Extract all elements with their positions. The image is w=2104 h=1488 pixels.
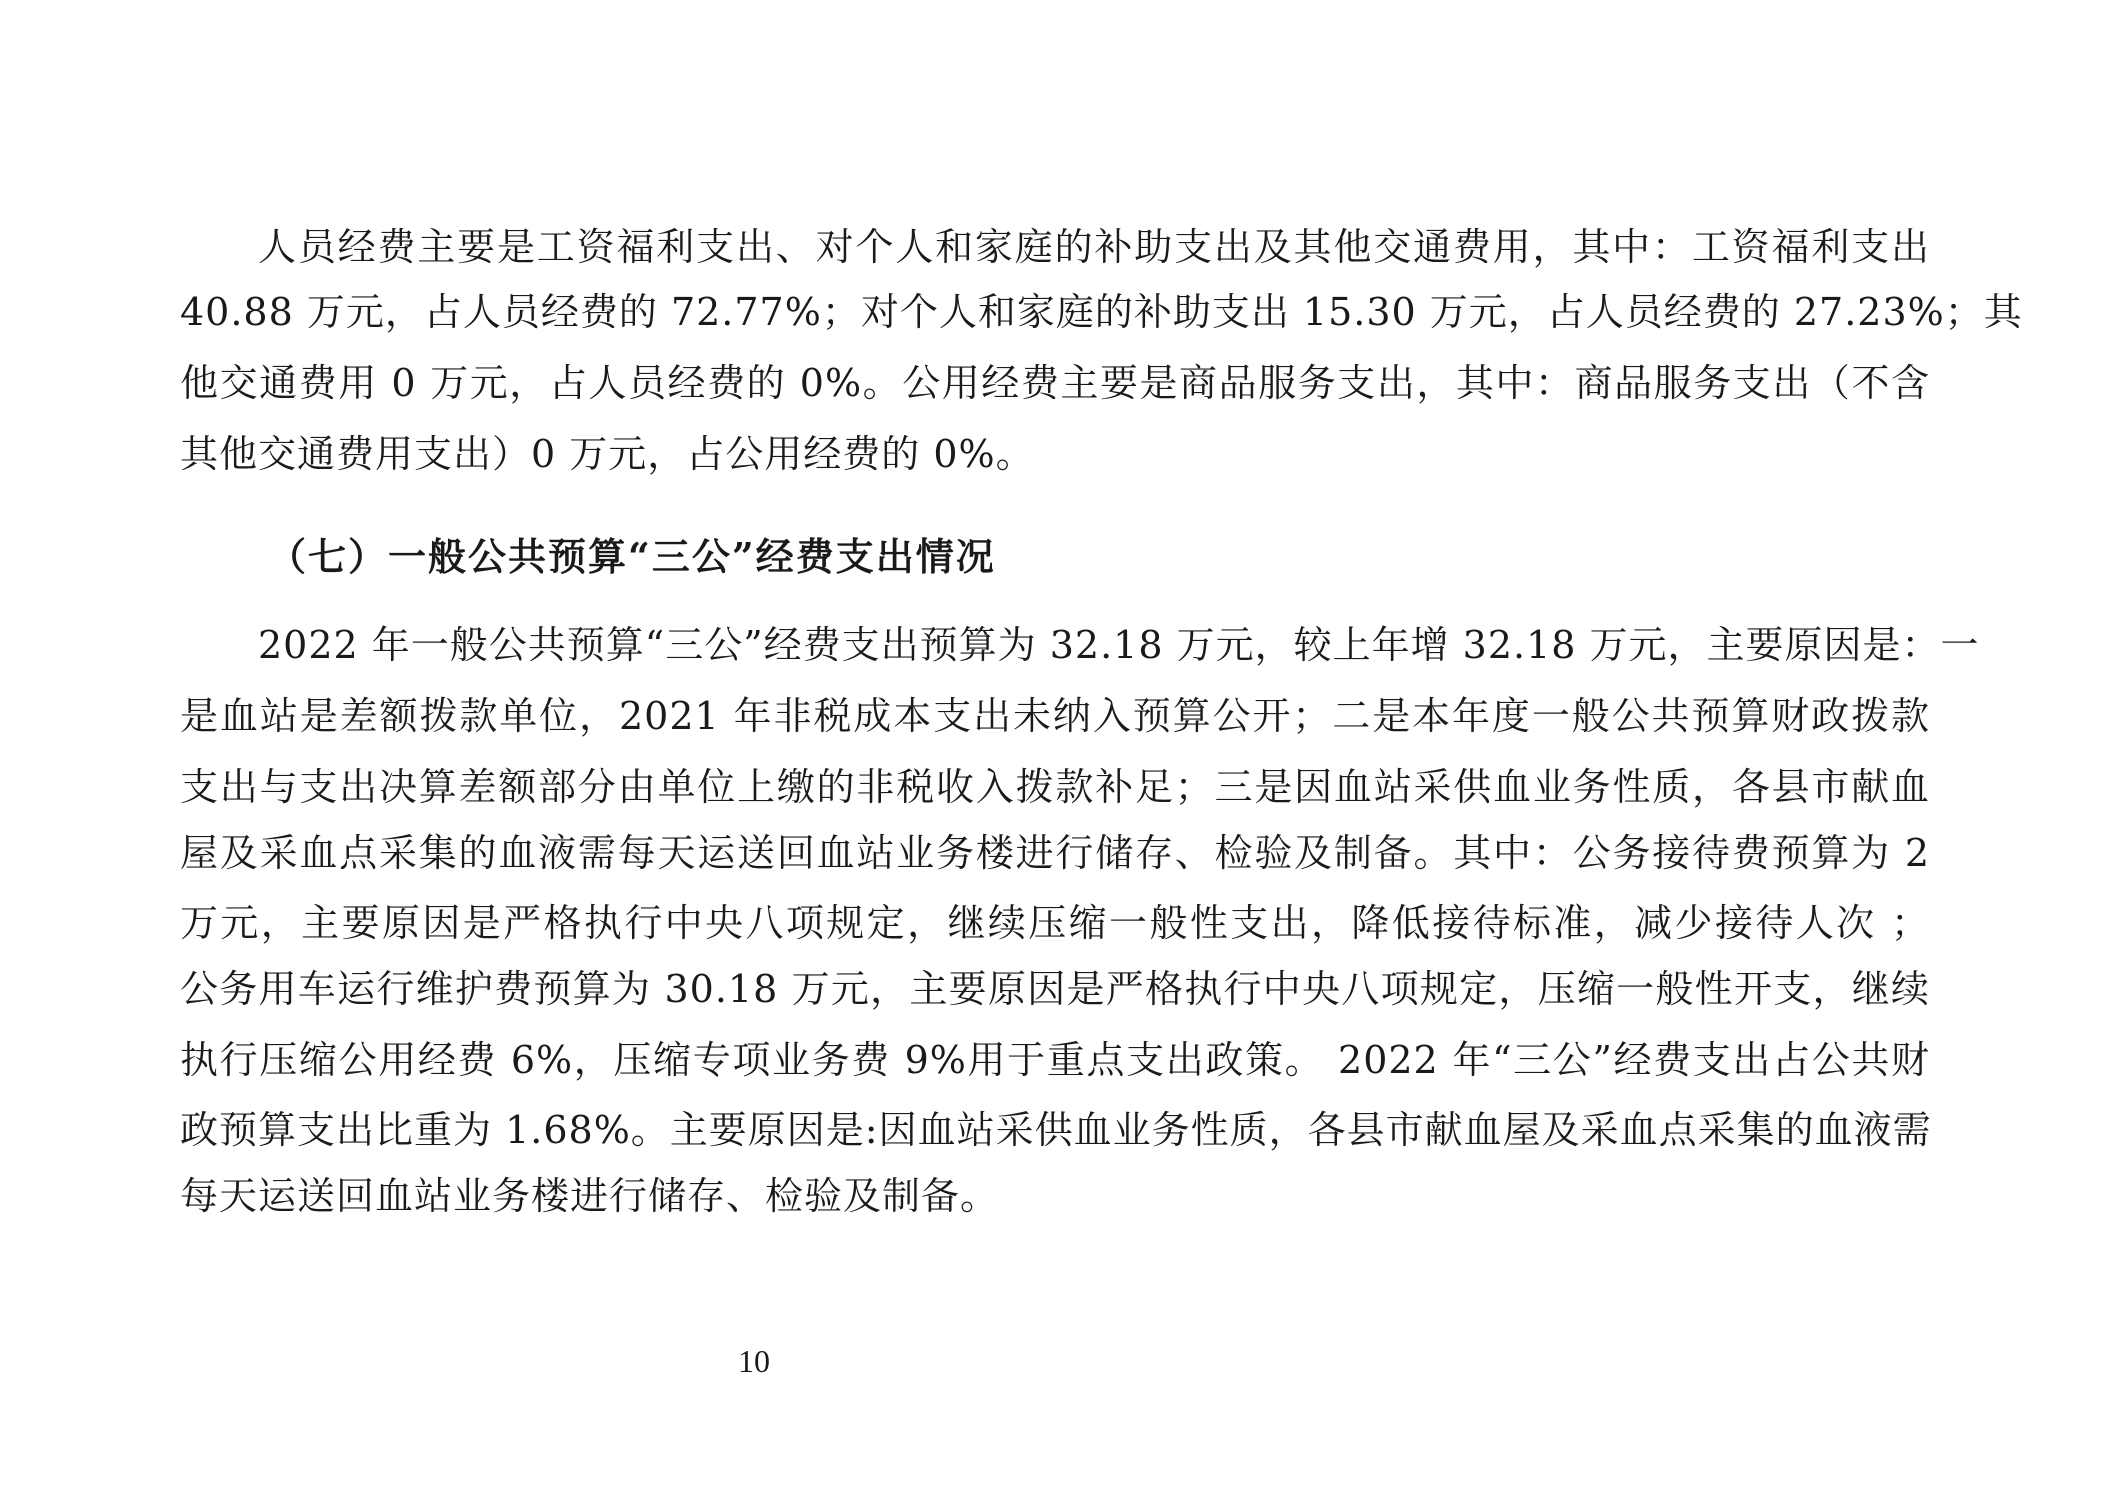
paragraph-2-line-9: 每天运送回血站业务楼进行储存、检验及制备。 [180, 1174, 1000, 1218]
paragraph-1-line-3: 他交通费用 0 万元，占人员经费的 0%。公用经费主要是商品服务支出，其中：商品服务支出（不含 [180, 361, 1930, 405]
paragraph-2-line-4: 屋及采血点采集的血液需每天运送回血站业务楼进行储存、检验及制备。其中：公务接待费预算为 2 [180, 831, 1930, 875]
paragraph-2-line-5: 万元，主要原因是严格执行中央八项规定，继续压缩一般性支出，降低接待标准，减少接待人次 ； [180, 901, 1930, 945]
paragraph-1-line-1: 人员经费主要是工资福利支出、对个人和家庭的补助支出及其他交通费用，其中：工资福利支出 [258, 225, 1930, 269]
paragraph-2-line-2: 是血站是差额拨款单位，2021 年非税成本支出未纳入预算公开；二是本年度一般公共预算财政拨款 [180, 694, 1930, 738]
paragraph-2-line-1: 2022 年一般公共预算“三公”经费支出预算为 32.18 万元，较上年增 32.18 万元，主要原因是：一 [258, 623, 1980, 667]
paragraph-2-line-3: 支出与支出决算差额部分由单位上缴的非税收入拨款补足；三是因血站采供血业务性质，各县市献血 [180, 765, 1930, 809]
paragraph-1-line-2: 40.88 万元，占人员经费的 72.77%；对个人和家庭的补助支出 15.30 万元，占人员经费的 27.23%；其 [180, 290, 2023, 334]
paragraph-2-line-7: 执行压缩公用经费 6%，压缩专项业务费 9%用于重点支出政策。 2022 年“三公”经费支出占公共财 [180, 1038, 1930, 1082]
paragraph-2-line-8: 政预算支出比重为 1.68%。主要原因是:因血站采供血业务性质，各县市献血屋及采血点采集的血液需 [180, 1108, 1932, 1152]
section-heading: （七）一般公共预算“三公”经费支出情况 [268, 534, 996, 579]
page-number: 10 [738, 1343, 770, 1379]
paragraph-1-line-4: 其他交通费用支出）0 万元，占公用经费的 0%。 [180, 432, 1035, 476]
paragraph-2-line-6: 公务用车运行维护费预算为 30.18 万元，主要原因是严格执行中央八项规定，压缩一般性开支，继续 [180, 967, 1930, 1011]
